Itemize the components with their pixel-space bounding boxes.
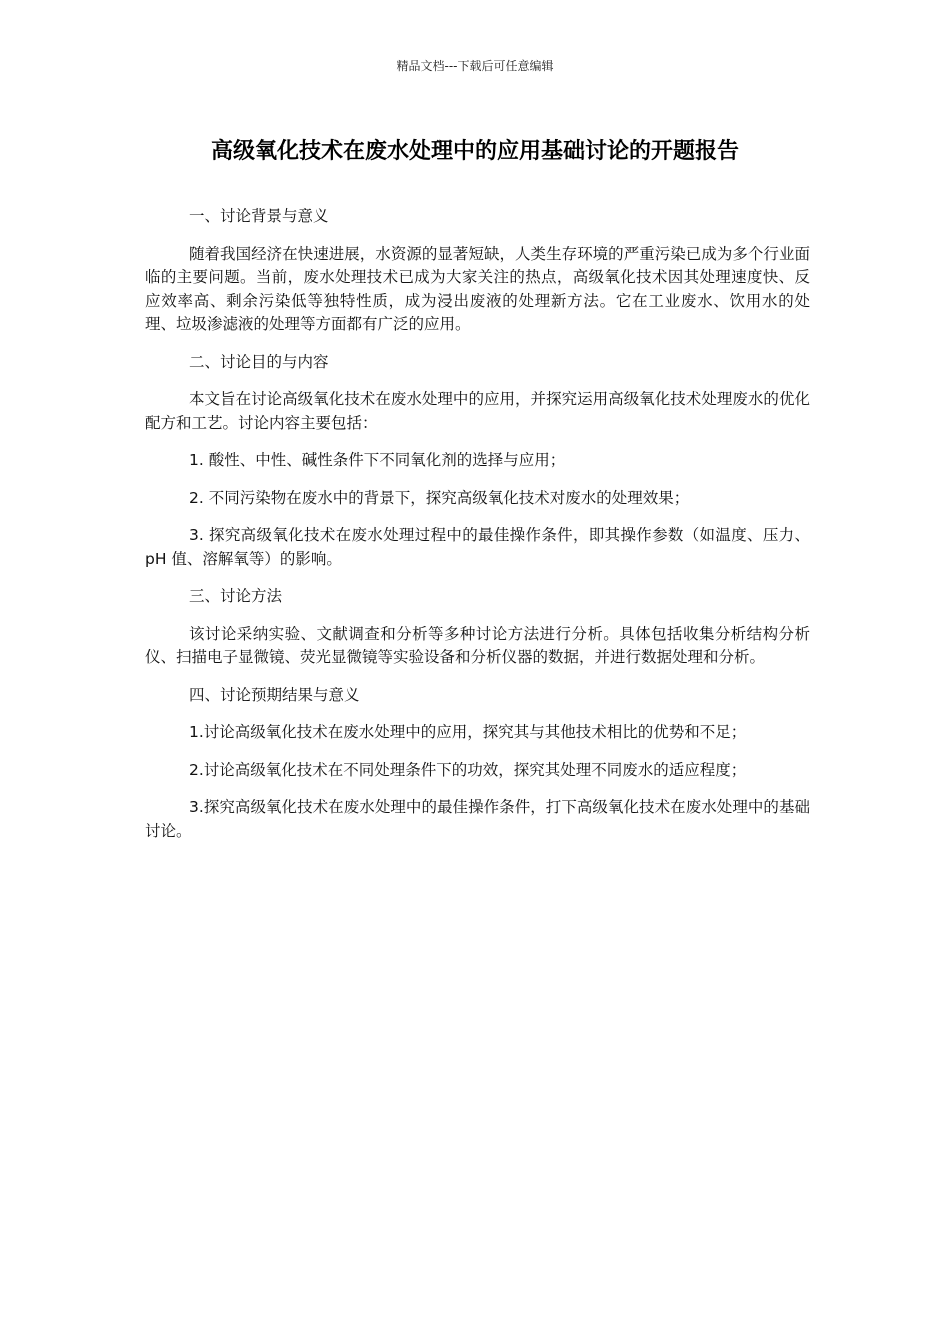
document-body <box>145 205 810 857</box>
section-heading-background: 一、讨论背景与意义 <box>189 207 329 225</box>
list-item: 1. 酸性、中性、碱性条件下不同氧化剂的选择与应用； <box>189 451 566 469</box>
section-heading-method: 三、讨论方法 <box>189 587 283 605</box>
list-item: 3. 探究高级氧化技术在废水处理过程中的最佳操作条件，即其操作参数（如温度、压力、pH 值、溶解氧等）的影响。 <box>145 526 810 568</box>
section-heading-purpose: 二、讨论目的与内容 <box>189 352 329 371</box>
section-heading-expected-results: 四、讨论预期结果与意义 <box>189 685 360 704</box>
paragraph-method: 该讨论采纳实验、文献调查和分析等多种讨论方法进行分析。具体包括收集分析结构分析仪、扫描电子显微镜、荧光显微镜等实验设备和分析仪器的数据，并进行数据处理和分析。 <box>145 624 810 666</box>
paragraph-purpose: 本文旨在讨论高级氧化技术在废水处理中的应用，并探究运用高级氧化技术处理废水的优化配方和工艺。讨论内容主要包括： <box>145 390 810 432</box>
list-item: 2. 不同污染物在废水中的背景下，探究高级氧化技术对废水的处理效果； <box>189 488 690 507</box>
list-item: 1.讨论高级氧化技术在废水处理中的应用，探究其与其他技术相比的优势和不足； <box>189 723 747 741</box>
paragraph-background: 随着我国经济在快速进展，水资源的显著短缺，人类生存环境的严重污染已成为多个行业面临的主要问题。当前，废水处理技术已成为大家关注的热点，高级氧化技术因其处理速度快、反应效率高、剩余污染低等独特性质，成为浸出废液的处理新方法。它在工业废水、饮用水的处理、垃圾渗滤液的处理等方面都有广泛的应用。 <box>145 244 810 333</box>
header-note: 精品文档---下载后可任意编辑 <box>396 59 554 73</box>
list-item: 2.讨论高级氧化技术在不同处理条件下的功效，探究其处理不同废水的适应程度； <box>189 760 747 779</box>
document-title: 高级氧化技术在废水处理中的应用基础讨论的开题报告 <box>210 139 739 164</box>
list-item: 3.探究高级氧化技术在废水处理中的最佳操作条件，打下高级氧化技术在废水处理中的基础讨论。 <box>145 798 810 840</box>
